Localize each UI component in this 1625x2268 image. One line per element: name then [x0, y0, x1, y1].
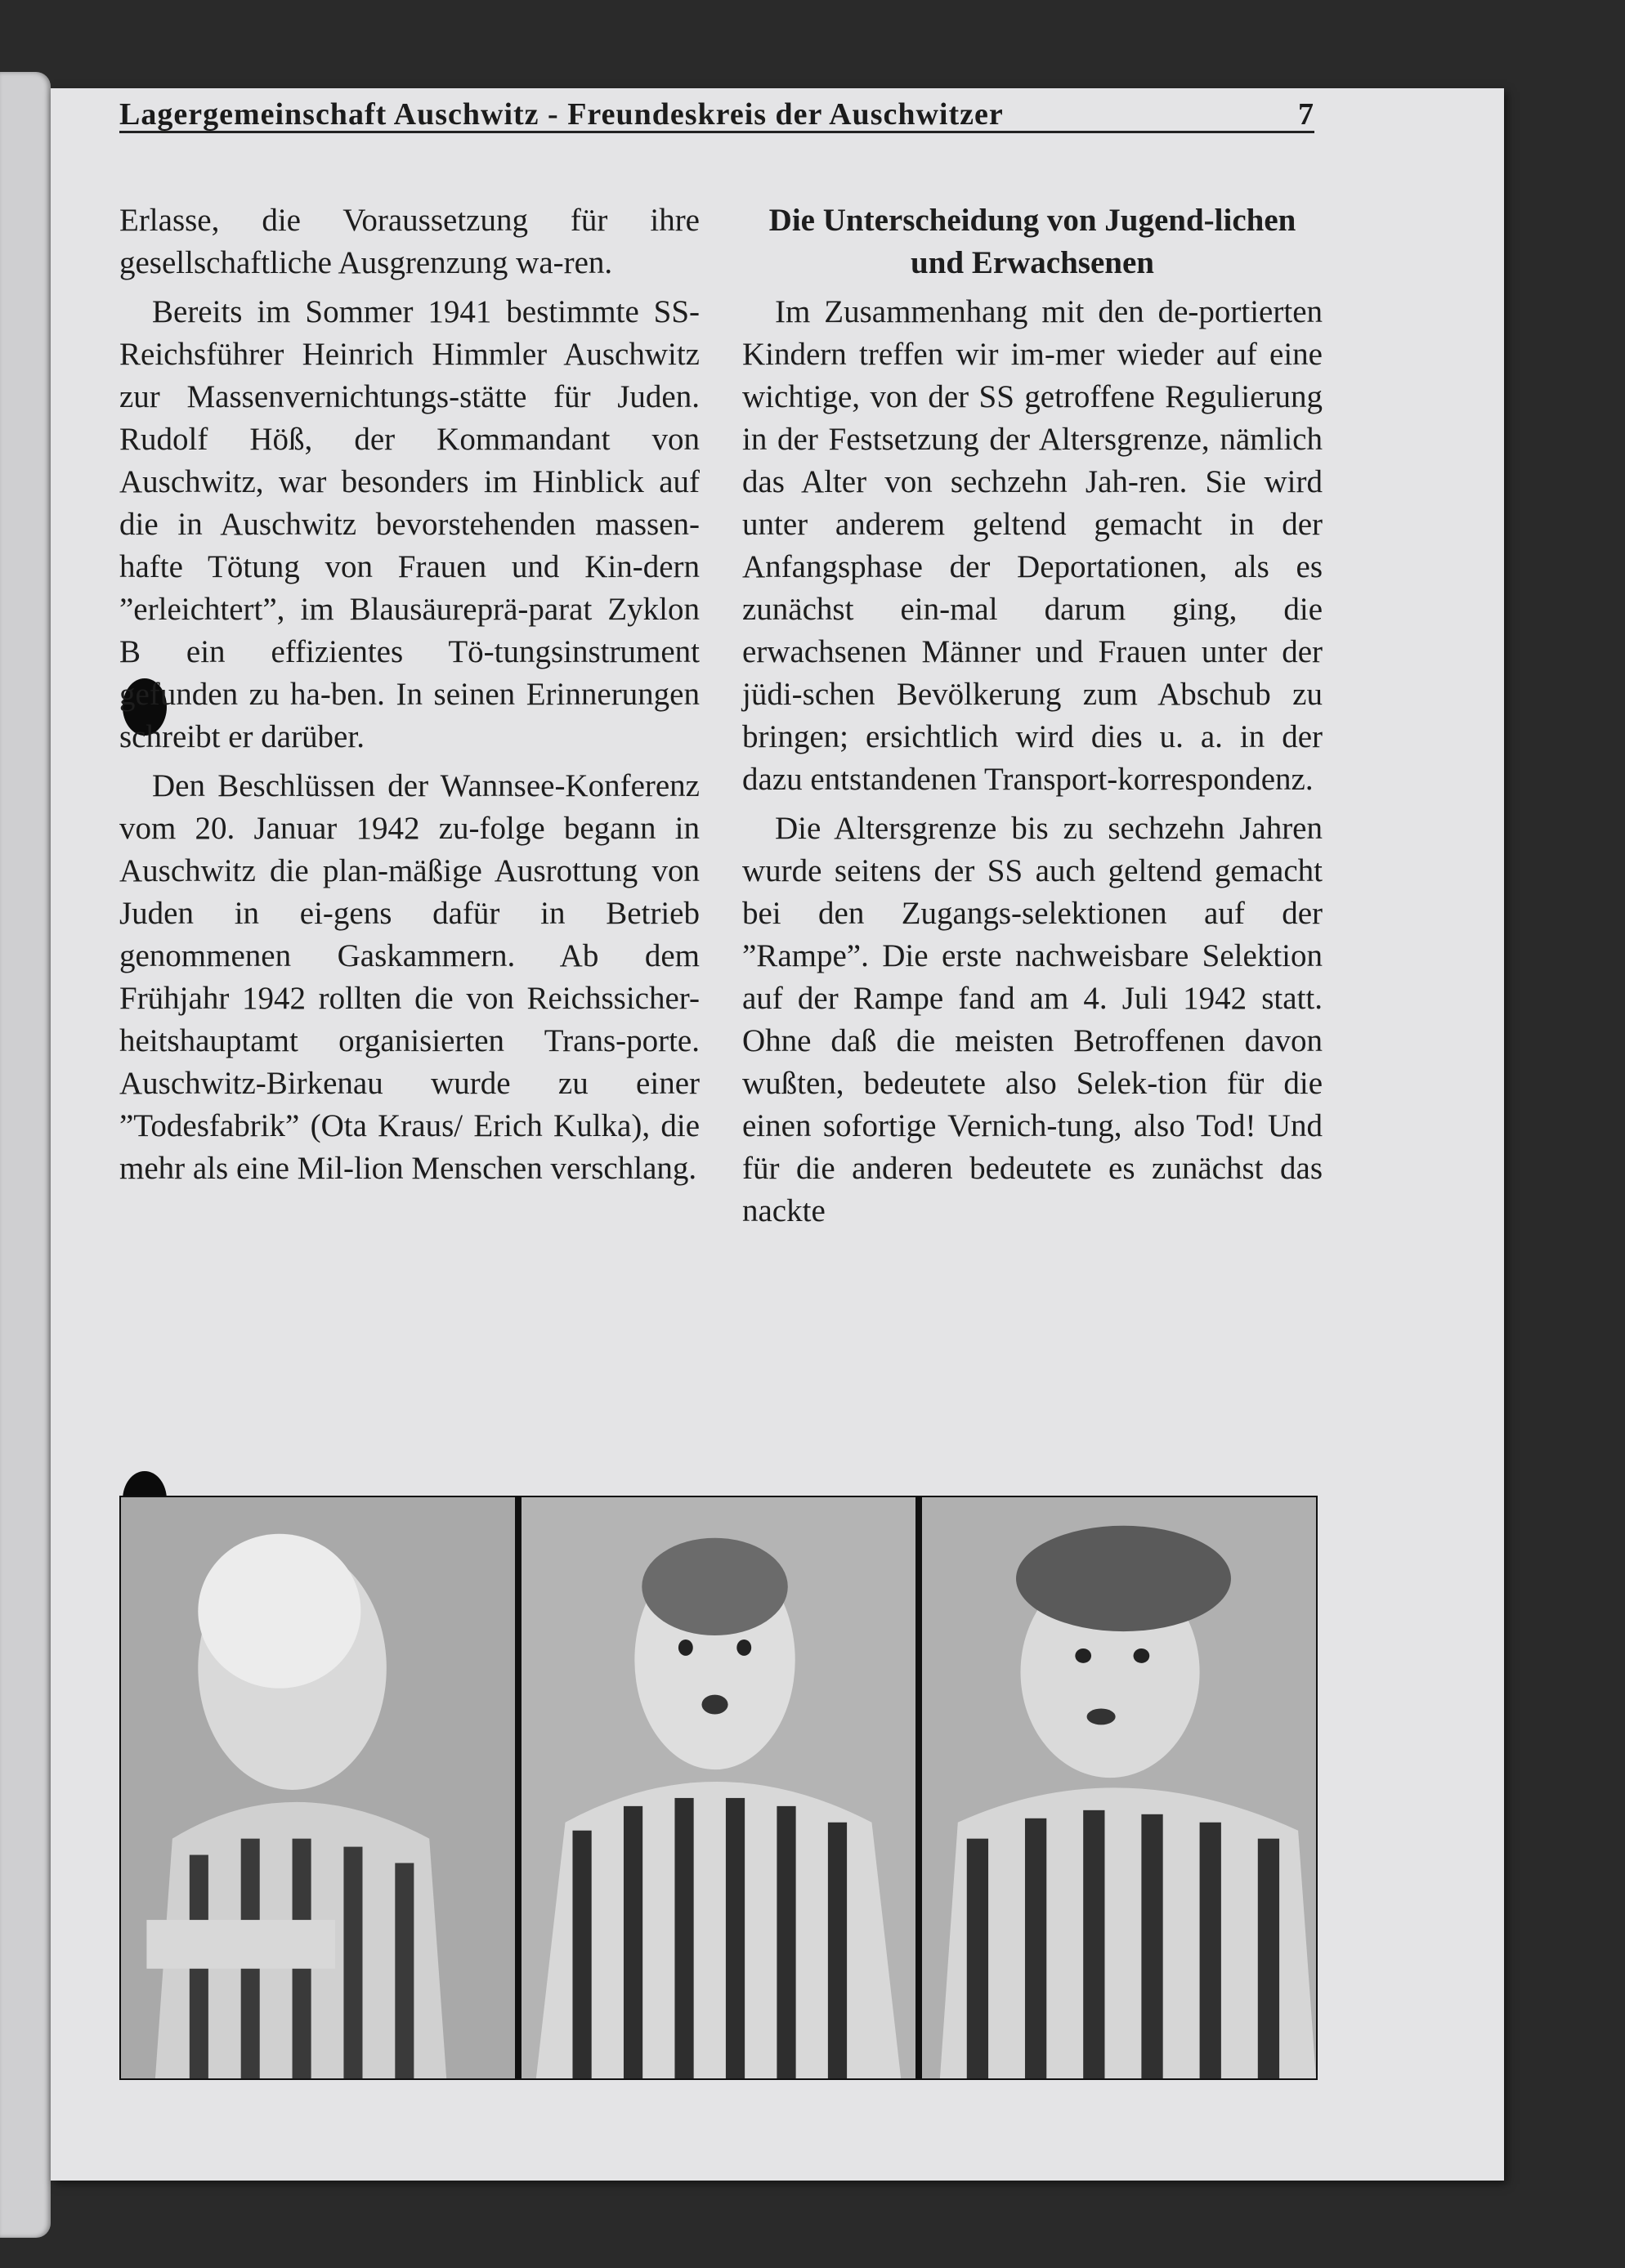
paragraph: Die Altersgrenze bis zu sechzehn Jahren wurde seitens der SS auch geltend gemacht bei den Zugangs-selektionen auf der ”Rampe”. Die erste nachweisbare Selektion auf der Rampe fand am 4. Juli 1942 statt. Ohne daß die meisten Betroffenen davon wußten, bedeutete also Selek-tion für die einen sofortige Vernich-tung, also Tod! Und für die anderen bedeutete es zunächst das nackte	[742, 811, 1323, 1228]
right-column	[742, 199, 1323, 1239]
left-column	[119, 199, 700, 1197]
page-header	[119, 96, 1314, 133]
cap-photo	[922, 1497, 1316, 2078]
photo-strip	[119, 1496, 1318, 2080]
page-number: 7	[1298, 97, 1314, 132]
paragraph: Erlasse, die Voraussetzung für ihre gesellschaftliche Ausgrenzung wa-ren.	[119, 203, 700, 280]
paragraph: Den Beschlüssen der Wannsee-Konferenz vom 20. Januar 1942 zu-folge begann in Auschwitz die plan-mäßige Ausrottung von Juden in ei-gens dafür in Betrieb genommenen Gaskammern. Ab dem Frühjahr 1942 rollten die von Reichssicher-heitshauptamt organisierten Trans-porte. Auschwitz-Birkenau wurde zu einer ”Todesfabrik” (Ota Kraus/ Erich Kulka), die mehr als eine Mil-lion Menschen verschlang.	[119, 768, 700, 1186]
paragraph: Bereits im Sommer 1941 bestimmte SS-Reichsführer Heinrich Himmler Auschwitz zur Massenvernichtungs-stätte für Juden. Rudolf Höß, der Kommandant von Auschwitz, war besonders im Hinblick auf die in Auschwitz bevorstehenden massen-hafte Tötung von Frauen und Kin-dern ”erleichtert”, im Blausäureprä-parat Zyklon B ein effizientes Tö-tungsinstrument gefunden zu ha-ben. In seinen Erinnerungen schreibt er darüber.	[119, 294, 700, 754]
paragraph: Im Zusammenhang mit den de-portierten Kindern treffen wir im-mer wieder auf eine wichtige, von der SS getroffene Regulierung in der Festsetzung der Altersgrenze, nämlich das Alter von sechzehn Jah-ren. Sie wird unter anderem geltend gemacht in der Anfangsphase der Deportationen, als es zunächst ein-mal darum ging, die erwachsenen Männer und Frauen unter der jüdi-schen Bevölkerung zum Abschub zu bringen; ersichtlich wird dies u. a. in der dazu entstandenen Transport-korrespondenz.	[742, 294, 1323, 797]
profile-photo	[121, 1497, 515, 2078]
header-title: Lagergemeinschaft Auschwitz - Freundeskreis der Auschwitzer	[119, 97, 1004, 132]
previous-page-edge	[0, 72, 51, 2238]
section-heading: Die Unterscheidung von Jugend-lichen und Erwachsenen	[768, 203, 1296, 280]
front-photo	[522, 1497, 915, 2078]
